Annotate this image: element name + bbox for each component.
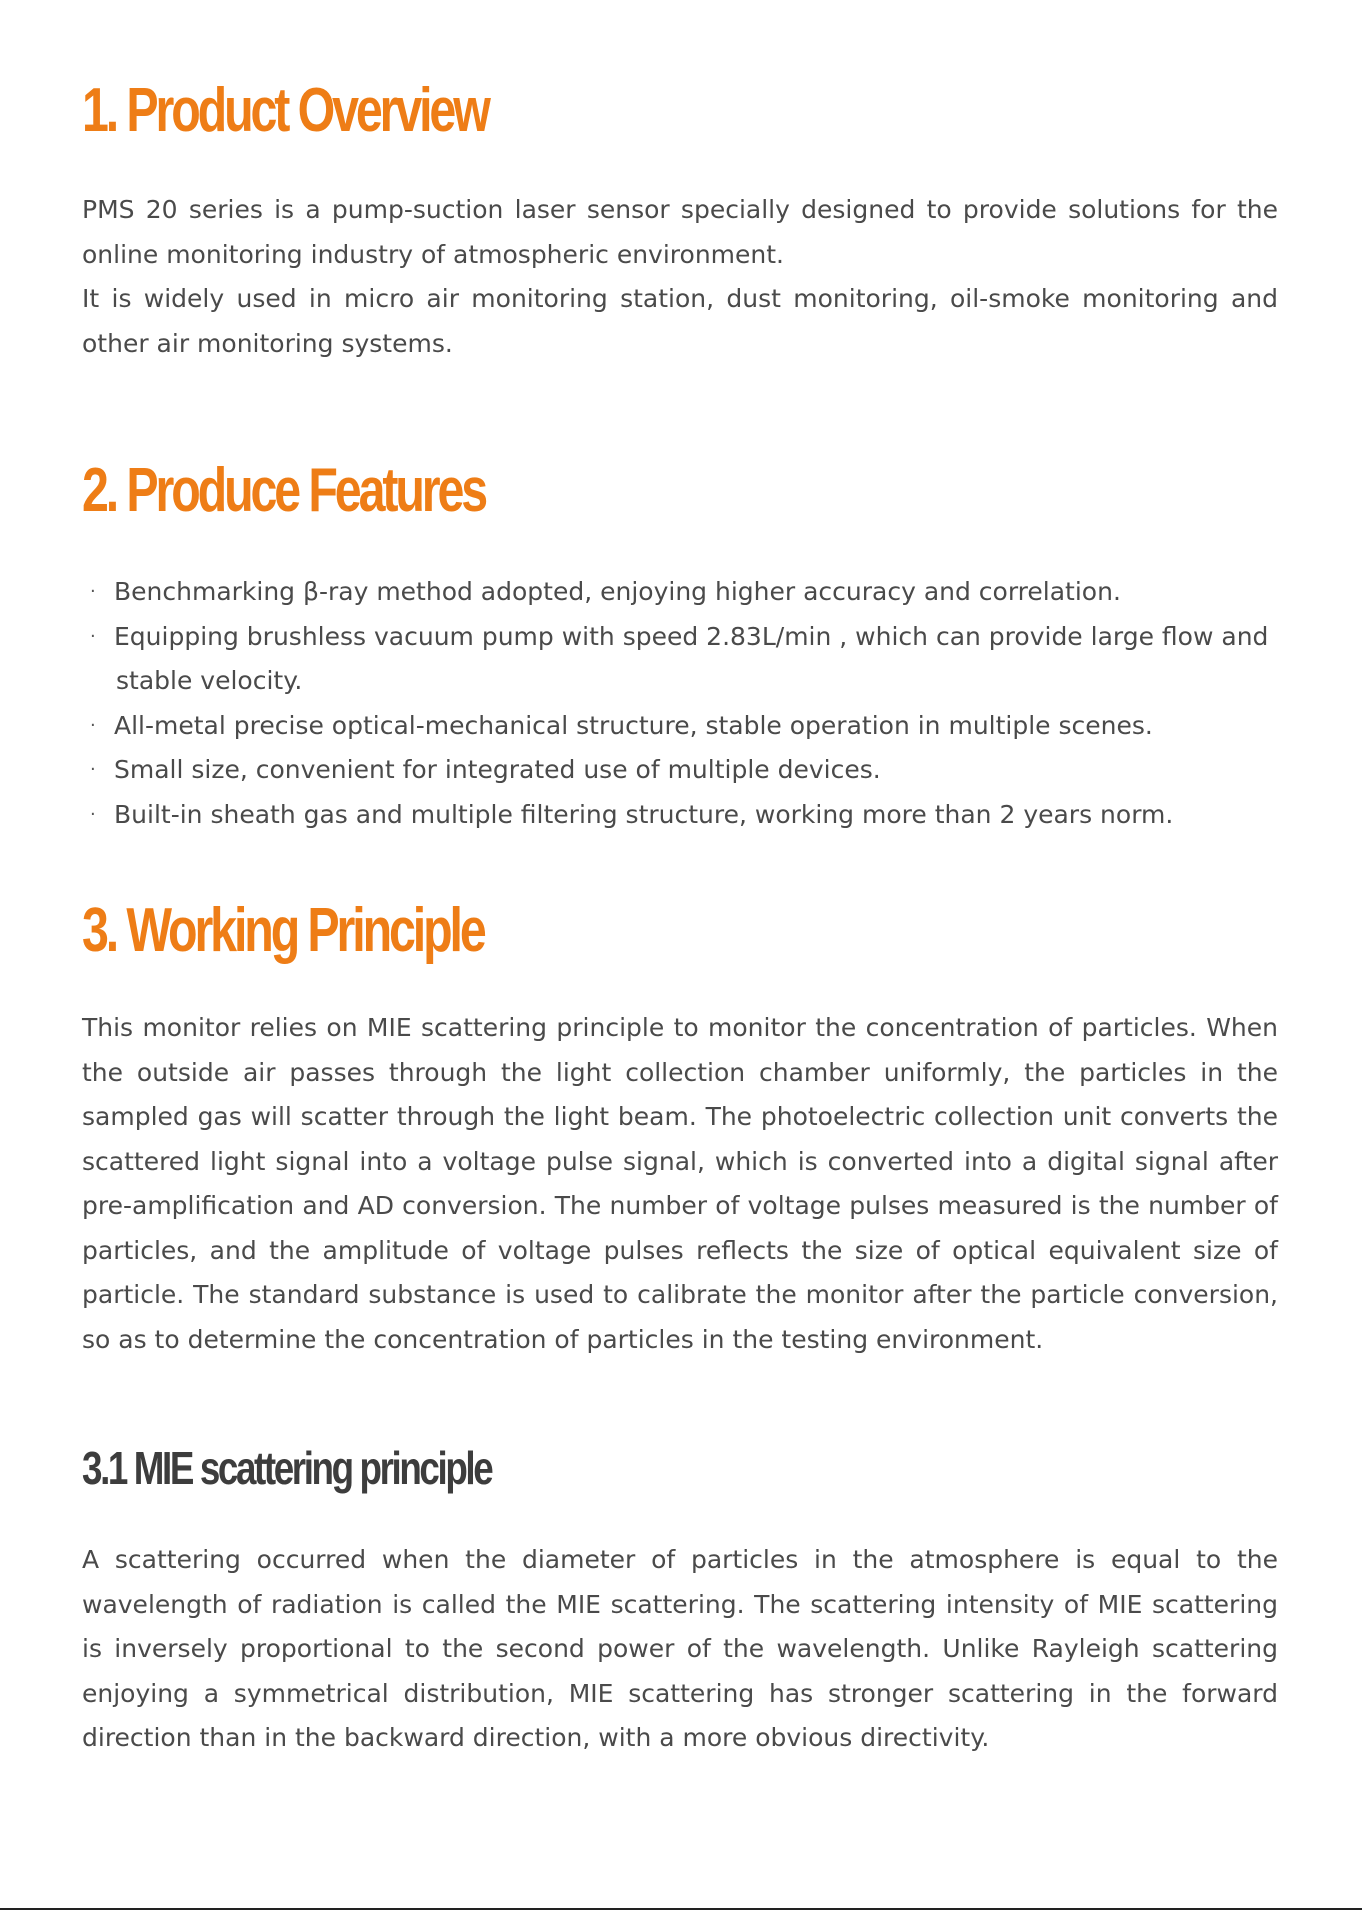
feature-text: Small size, convenient for integrated use of multiple devices. <box>114 755 881 784</box>
text-line: so as to determine the concentration of particles in the testing environment. <box>82 1324 1044 1354</box>
text-line: scattered light signal into a voltage pulse signal, which is converted into a digital signal after <box>82 1146 1278 1176</box>
bullet-icon: · <box>90 714 96 736</box>
text-line: sampled gas will scatter through the light beam. The photoelectric collection unit converts the <box>82 1102 1278 1131</box>
list-item <box>82 615 1292 704</box>
feature-text: All-metal precise optical-mechanical structure, stable operation in multiple scenes. <box>114 710 1153 740</box>
heading-produce-features: 2. Produce Features <box>82 456 486 525</box>
heading-product-overview: 1. Product Overview <box>82 76 488 145</box>
bullet-icon: · <box>90 803 96 825</box>
feature-text: Equipping brushless vacuum pump with speed 2.83L/min , which can provide large flow and <box>114 621 1269 651</box>
text-line: is inversely proportional to the second power of the wavelength. Unlike Rayleigh scattering <box>82 1634 1278 1663</box>
feature-text: Built-in sheath gas and multiple filtering structure, working more than 2 years norm. <box>114 799 1174 829</box>
paragraph-product-overview <box>82 188 1278 366</box>
text-line: It is widely used in micro air monitoring station, dust monitoring, oil-smoke monitoring and <box>82 284 1278 313</box>
bullet-icon: · <box>90 625 96 647</box>
text-line: A scattering occurred when the diameter of particles in the atmosphere is equal to the <box>82 1545 1278 1574</box>
heading-working-principle: 3. Working Principle <box>82 896 484 965</box>
text-line: other air monitoring systems. <box>82 328 453 358</box>
text-line: PMS 20 series is a pump-suction laser sensor specially designed to provide solutions for the <box>82 195 1278 224</box>
feature-text-continued: stable velocity. <box>116 666 303 695</box>
subheading-mie-scattering: 3.1 MIE scattering principle <box>82 1442 492 1494</box>
text-line: wavelength of radiation is called the MIE scattering. The scattering intensity of MIE scattering <box>82 1589 1278 1619</box>
paragraph-mie-scattering <box>82 1538 1278 1761</box>
text-line: online monitoring industry of atmospheric environment. <box>82 239 784 269</box>
bullet-icon: · <box>90 759 96 780</box>
paragraph-working-principle <box>82 1006 1278 1362</box>
text-line: direction than in the backward direction, with a more obvious directivity. <box>82 1723 990 1752</box>
feature-list <box>82 570 1292 837</box>
feature-text: Benchmarking β-ray method adopted, enjoying higher accuracy and correlation. <box>114 577 1121 606</box>
text-line: particle. The standard substance is used to calibrate the monitor after the particle conversion, <box>82 1280 1278 1309</box>
list-item <box>82 793 1292 838</box>
list-item <box>82 570 1292 615</box>
list-item <box>82 704 1292 749</box>
text-line: particles, and the amplitude of voltage pulses reflects the size of optical equivalent size of <box>82 1235 1278 1265</box>
text-line: the outside air passes through the light collection chamber uniformly, the particles in the <box>82 1057 1278 1087</box>
text-line: pre-amplification and AD conversion. The number of voltage pulses measured is the number of <box>82 1191 1278 1220</box>
text-line: enjoying a symmetrical distribution, MIE scattering has stronger scattering in the forward <box>82 1678 1278 1708</box>
bullet-icon: · <box>90 581 96 602</box>
list-item <box>82 748 1292 793</box>
text-line: This monitor relies on MIE scattering principle to monitor the concentration of particles. When <box>82 1013 1278 1042</box>
